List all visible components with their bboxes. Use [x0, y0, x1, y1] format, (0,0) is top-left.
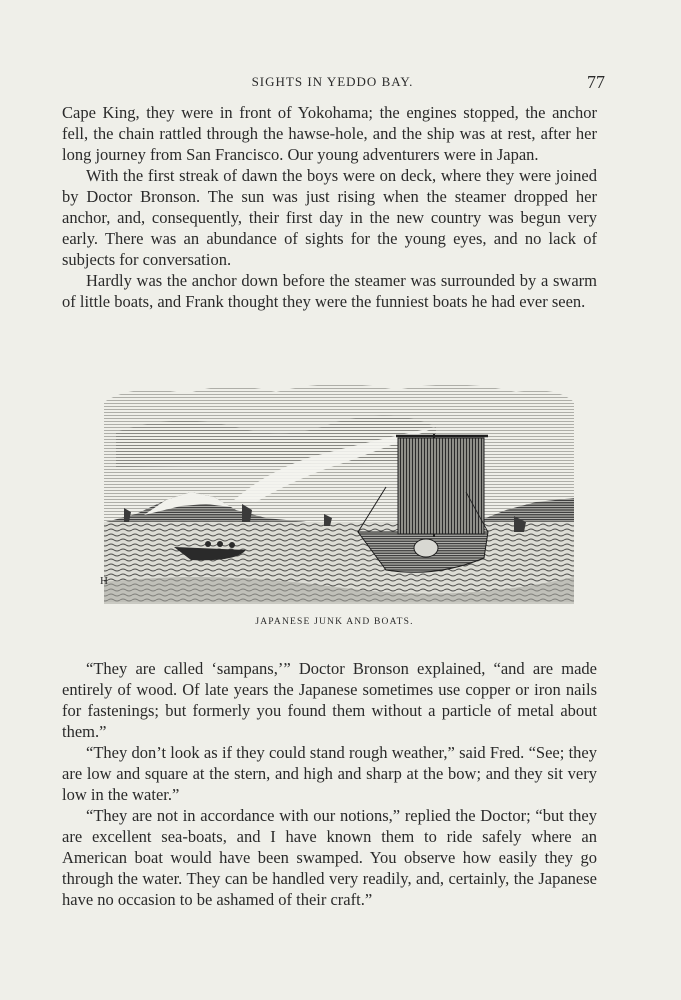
engraver-mark: H	[100, 575, 108, 587]
paragraph: Cape King, they were in front of Yokohama; the engines stopped, the anchor fell, the chain rattled through the hawse-hole, and the ship was at rest, after her long journey from San Francisco. Our young adventurers were in Japan.	[62, 103, 597, 164]
figure-caption: JAPANESE JUNK AND BOATS.	[255, 617, 414, 627]
running-title: SIGHTS IN YEDDO BAY.	[251, 74, 414, 89]
paragraph: “They don’t look as if they could stand rough weather,” said Fred. “See; they are low and square at the stern, and high and sharp at the bow; and they sit very low in the water.”	[62, 743, 597, 804]
paragraph: “They are called ‘sampans,’” Doctor Bronson explained, “and are made entirely of wood. Of late years the Japanese sometimes use copper or iron nails for fastenings; but formerly you found them without a particle of metal about them.”	[62, 659, 597, 741]
page-number: 77	[587, 72, 605, 92]
body-text-top	[62, 102, 597, 312]
paragraph: “They are not in accordance with our notions,” replied the Doctor; “but they are excellent sea-boats, and I have known them to ride safely where an American boat would have been swamped. You observe how easily they go through the water. They can be handled very readily, and, certainly, the Japanese have no occasion to be ashamed of their craft.”	[62, 806, 597, 909]
junk-illustration	[96, 372, 580, 610]
running-head	[60, 72, 605, 94]
body-text-bottom	[62, 658, 597, 910]
paragraph: With the first streak of dawn the boys were on deck, where they were joined by Doctor Bronson. The sun was just rising when the steamer dropped her anchor, and, consequently, their first day in the new country was begun very early. There was an abundance of sights for the young eyes, and no lack of subjects for conversation.	[62, 166, 597, 269]
engraving-image	[96, 372, 580, 610]
paragraph: Hardly was the anchor down before the steamer was surrounded by a swarm of little boats, and Frank thought they were the funniest boats he had ever seen.	[62, 271, 597, 311]
